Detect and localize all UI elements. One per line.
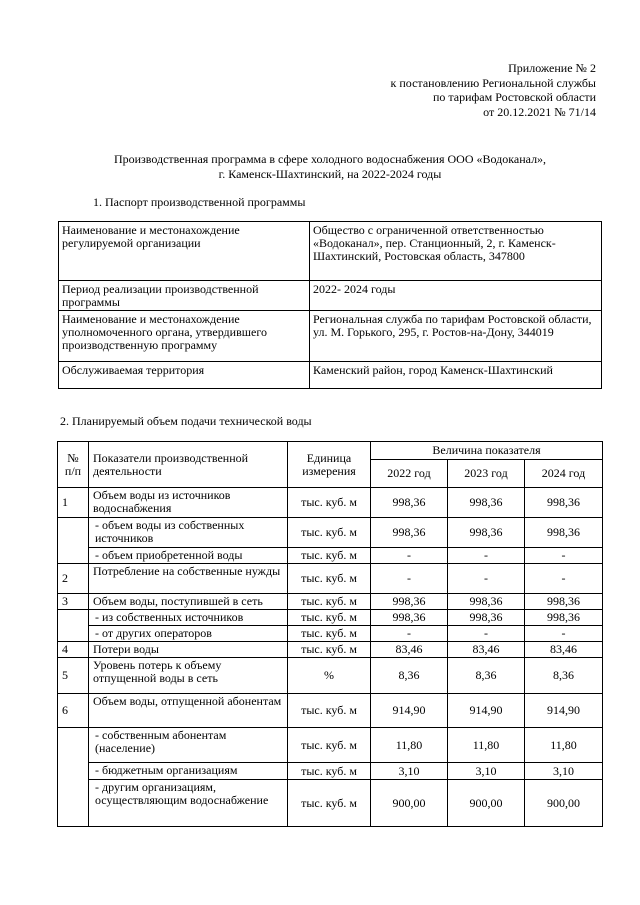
row-value-2023: 914,90 [448, 694, 525, 728]
row-value-2023: 8,36 [448, 658, 525, 694]
row-value-2022: 8,36 [371, 658, 448, 694]
appendix-line: к постановлению Региональной службы [390, 75, 596, 90]
column-header-year: 2024 год [525, 460, 603, 488]
row-value-2022: 998,36 [371, 488, 448, 518]
row-number [58, 610, 89, 642]
row-number [58, 728, 89, 827]
passport-label: Период реализации производственной программы [59, 281, 310, 311]
row-indicator: - объем воды из собственных источников [89, 518, 288, 548]
row-indicator: Объем воды, отпущенной абонентам [89, 694, 288, 728]
table-row [58, 548, 603, 564]
column-header-year: 2023 год [448, 460, 525, 488]
row-value-2023: 83,46 [448, 642, 525, 658]
row-indicator: Потери воды [89, 642, 288, 658]
passport-label: Наименование и местонахождение регулируемой организации [59, 222, 310, 281]
row-indicator: Потребление на собственные нужды [89, 564, 288, 594]
passport-value: Общество с ограниченной ответственностью «Водоканал», пер. Станционный, 2, г. Каменск-Шахтинский, Ростовская область, 347800 [310, 222, 602, 281]
row-unit: тыс. куб. м [288, 728, 371, 763]
row-value-2022: 998,36 [371, 518, 448, 548]
row-number: 2 [58, 564, 89, 594]
row-value-2024: 83,46 [525, 642, 603, 658]
row-value-2024: - [525, 626, 603, 642]
row-value-2022: 998,36 [371, 594, 448, 610]
table-row [58, 694, 603, 728]
table-row [58, 763, 603, 780]
row-value-2024: - [525, 564, 603, 594]
row-number: 5 [58, 658, 89, 694]
water-volume-table [57, 441, 603, 827]
row-number: 6 [58, 694, 89, 728]
column-header-num: № п/п [58, 442, 89, 488]
appendix-reference [266, 61, 596, 119]
row-indicator: - из собственных источников [89, 610, 288, 626]
row-unit: % [288, 658, 371, 694]
row-number [58, 518, 89, 564]
table-row [58, 594, 603, 610]
row-value-2023: 11,80 [448, 728, 525, 763]
row-unit: тыс. куб. м [288, 763, 371, 780]
table-row [58, 610, 603, 626]
passport-label: Обслуживаемая территория [59, 362, 310, 389]
passport-table [58, 221, 602, 389]
table-row [58, 564, 603, 594]
passport-value: Каменский район, город Каменск-Шахтинский [310, 362, 602, 389]
row-value-2022: - [371, 626, 448, 642]
row-value-2022: 83,46 [371, 642, 448, 658]
column-header-indicator: Показатели производственной деятельности [89, 442, 288, 488]
table-row [58, 728, 603, 763]
row-unit: тыс. куб. м [288, 488, 371, 518]
row-number: 4 [58, 642, 89, 658]
row-number: 1 [58, 488, 89, 518]
row-value-2024: 3,10 [525, 763, 603, 780]
row-unit: тыс. куб. м [288, 594, 371, 610]
title-line: Производственная программа в сфере холодного водоснабжения ООО «Водоканал», [113, 152, 547, 166]
row-indicator: Объем воды из источников водоснабжения [89, 488, 288, 518]
row-indicator: - бюджетным организациям [89, 763, 288, 780]
row-value-2024: 998,36 [525, 610, 603, 626]
row-value-2022: 11,80 [371, 728, 448, 763]
row-unit: тыс. куб. м [288, 610, 371, 626]
passport-value: Региональная служба по тарифам Ростовской области, ул. М. Горького, 295, г. Ростов-на-Дону, 344019 [310, 311, 602, 362]
row-unit: тыс. куб. м [288, 694, 371, 728]
row-indicator: - другим организациям, осуществляющим водоснабжение [89, 780, 288, 827]
table-row [59, 281, 602, 311]
row-value-2022: 900,00 [371, 780, 448, 827]
table-header-row [58, 442, 603, 460]
row-unit: тыс. куб. м [288, 518, 371, 548]
row-value-2022: - [371, 548, 448, 564]
column-header-year: 2022 год [371, 460, 448, 488]
row-value-2024: 998,36 [525, 594, 603, 610]
row-value-2024: 11,80 [525, 728, 603, 763]
table-row [59, 311, 602, 362]
row-value-2024: 8,36 [525, 658, 603, 694]
table-row [58, 642, 603, 658]
row-value-2023: 998,36 [448, 610, 525, 626]
row-indicator: - от других операторов [89, 626, 288, 642]
row-value-2023: 998,36 [448, 488, 525, 518]
appendix-line: по тарифам Ростовской области [432, 90, 596, 104]
row-value-2023: 900,00 [448, 780, 525, 827]
row-value-2024: - [525, 548, 603, 564]
table-row [58, 518, 603, 548]
table-row [58, 658, 603, 694]
section-2-heading: 2. Планируемый объем подачи технической воды [60, 414, 312, 428]
row-unit: тыс. куб. м [288, 780, 371, 827]
column-header-value-group: Величина показателя [371, 442, 603, 460]
row-unit: тыс. куб. м [288, 548, 371, 564]
appendix-line: от 20.12.2021 № 71/14 [483, 104, 596, 119]
title-line: г. Каменск-Шахтинский, на 2022-2024 годы [218, 166, 442, 181]
row-value-2024: 900,00 [525, 780, 603, 827]
row-unit: тыс. куб. м [288, 642, 371, 658]
table-row [59, 362, 602, 389]
row-value-2024: 914,90 [525, 694, 603, 728]
row-value-2023: 3,10 [448, 763, 525, 780]
row-value-2024: 998,36 [525, 488, 603, 518]
row-number: 3 [58, 594, 89, 610]
row-value-2023: 998,36 [448, 518, 525, 548]
row-value-2022: 998,36 [371, 610, 448, 626]
row-unit: тыс. куб. м [288, 564, 371, 594]
table-row [59, 222, 602, 281]
document-title [60, 152, 600, 181]
row-value-2023: - [448, 626, 525, 642]
table-row [58, 488, 603, 518]
table-row [58, 626, 603, 642]
row-value-2022: - [371, 564, 448, 594]
row-value-2023: - [448, 564, 525, 594]
row-indicator: - объем приобретенной воды [89, 548, 288, 564]
row-value-2023: 998,36 [448, 594, 525, 610]
row-indicator: Уровень потерь к объему отпущенной воды в сеть [89, 658, 288, 694]
row-indicator: Объем воды, поступившей в сеть [89, 594, 288, 610]
row-unit: тыс. куб. м [288, 626, 371, 642]
passport-value: 2022- 2024 годы [310, 281, 602, 311]
row-value-2022: 914,90 [371, 694, 448, 728]
column-header-unit: Единица измерения [288, 442, 371, 488]
row-value-2024: 998,36 [525, 518, 603, 548]
section-1-heading: 1. Паспорт производственной программы [93, 195, 306, 209]
row-value-2023: - [448, 548, 525, 564]
passport-label: Наименование и местонахождение уполномоченного органа, утвердившего производственную программу [59, 311, 310, 362]
appendix-line: Приложение № 2 [508, 61, 596, 75]
table-row [58, 780, 603, 827]
row-indicator: - собственным абонентам (население) [89, 728, 288, 763]
row-value-2022: 3,10 [371, 763, 448, 780]
